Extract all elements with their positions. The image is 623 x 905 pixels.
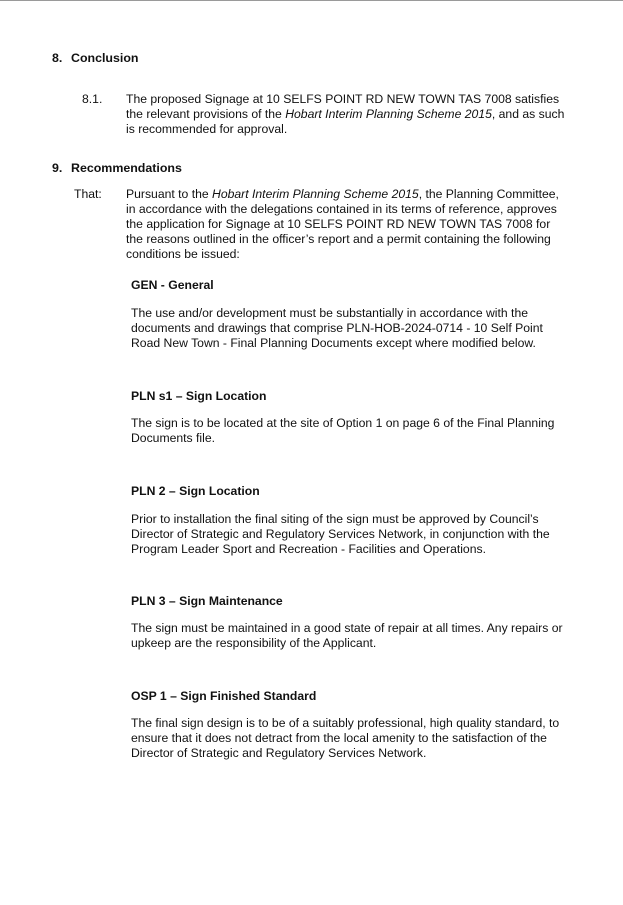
scheme-name-italic: Hobart Interim Planning Scheme 2015 xyxy=(285,107,492,121)
condition-title: GEN - General xyxy=(131,278,214,292)
condition-title: OSP 1 – Sign Finished Standard xyxy=(131,689,317,703)
item-8-1-text-after: , and as such is recommended for approval. xyxy=(126,107,565,136)
item-8-1-text xyxy=(126,92,566,137)
recommendation-intro-before: Pursuant to the xyxy=(126,187,213,201)
recommendation-intro xyxy=(126,187,566,262)
condition-text: Prior to installation the final siting of the sign must be approved by Council’s Director of Strategic and Regulatory Services Network, in conjunction with the Program Leader Sport and Recreation - Facilities and Operations. xyxy=(131,512,550,556)
item-8-1-text-before: The proposed Signage at 10 SELFS POINT RD NEW TOWN TAS 7008 satisfies the relevant provisions of the xyxy=(126,92,560,121)
section-8-number: 8. xyxy=(52,51,63,65)
that-label: That: xyxy=(74,187,102,201)
condition-title: PLN 2 – Sign Location xyxy=(131,484,260,498)
section-9-title: Recommendations xyxy=(71,161,182,175)
condition-text: The use and/or development must be substantially in accordance with the documents and drawings that comprise PLN-HOB-2024-0714 - 10 Self Point Road New Town - Final Planning Documents except where modified below. xyxy=(131,306,543,350)
condition-title: PLN 3 – Sign Maintenance xyxy=(131,594,283,608)
item-8-1-number: 8.1. xyxy=(82,92,103,106)
condition-text: The sign must be maintained in a good state of repair at all times. Any repairs or upkeep are the responsibility of the Applicant. xyxy=(131,621,563,650)
condition-text: The final sign design is to be of a suitably professional, high quality standard, to ensure that it does not detract from the local amenity to the satisfaction of the Director of Strategic and Regulatory Services Network. xyxy=(131,716,560,760)
page-top-border xyxy=(0,0,623,1)
condition-text: The sign is to be located at the site of Option 1 on page 6 of the Final Planning Documents file. xyxy=(131,416,555,445)
section-8-title: Conclusion xyxy=(71,51,139,65)
scheme-name-italic-2: Hobart Interim Planning Scheme 2015 xyxy=(212,187,419,201)
section-9-number: 9. xyxy=(52,161,63,175)
condition-title: PLN s1 – Sign Location xyxy=(131,389,267,403)
recommendation-intro-after: , the Planning Committee, in accordance with the delegations contained in its terms of reference, approves the application for Signage at 10 SELFS POINT RD NEW TOWN TAS 7008 for the reasons outlined in the officer’s report and a permit containing the following conditions be issued: xyxy=(126,187,559,261)
